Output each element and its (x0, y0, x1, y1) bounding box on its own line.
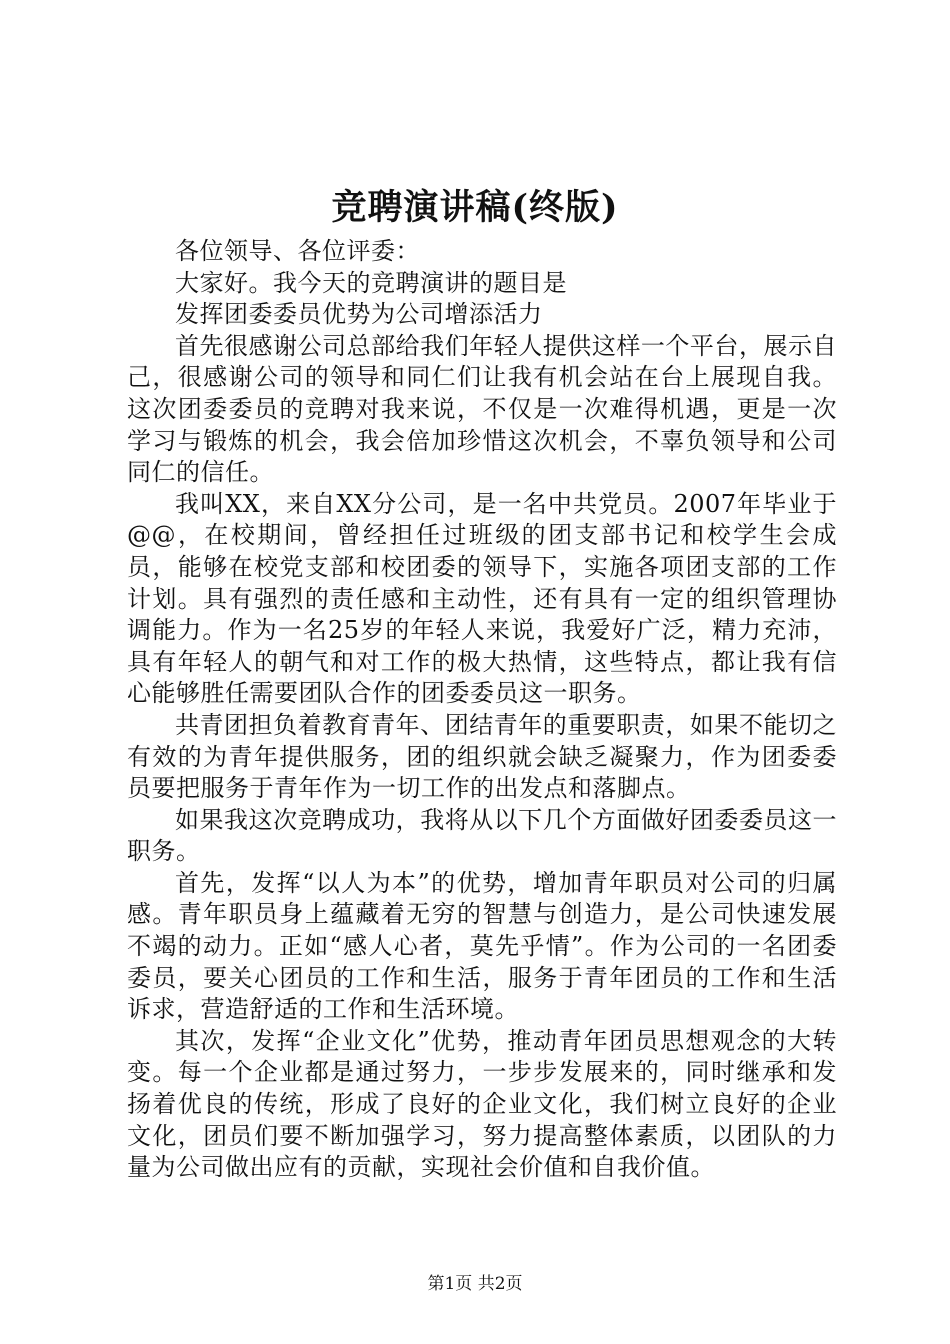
document-body (127, 236, 837, 1184)
body-paragraph: 如果我这次竞聘成功，我将从以下几个方面做好团委委员这一职务。 (127, 805, 837, 866)
greeting: 大家好。我今天的竞聘演讲的题目是 (175, 268, 567, 297)
page-number: 第1页 共2页 (427, 1274, 523, 1294)
body-paragraph: 我叫XX，来自XX分公司，是一名中共党员。2007年毕业于@@，在校期间，曾经担任过班级的团支部书记和校学生会成员，能够在校党支部和校团委的领导下，实施各项团支部的工作计划。具有强烈的责任感和主动性，还有具有一定的组织管理协调能力。作为一名25岁的年轻人来说，我爱好广泛，精力充沛，具有年轻人的朝气和对工作的极大热情，这些特点，都让我有信心能够胜任需要团队合作的团委委员这一职务。 (127, 489, 837, 708)
body-paragraph: 首先很感谢公司总部给我们年轻人提供这样一个平台，展示自己，很感谢公司的领导和同仁们让我有机会站在台上展现自我。这次团委委员的竞聘对我来说，不仅是一次难得机遇，更是一次学习与锻炼的机会，我会倍加珍惜这次机会，不辜负领导和公司同仁的信任。 (127, 331, 837, 487)
body-paragraph: 共青团担负着教育青年、团结青年的重要职责，如果不能切之有效的为青年提供服务，团的组织就会缺乏凝聚力，作为团委委员要把服务于青年作为一切工作的出发点和落脚点。 (127, 710, 837, 803)
body-paragraph: 其次，发挥“企业文化”优势，推动青年团员思想观念的大转变。每一个企业都是通过努力，一步步发展来的，同时继承和发扬着优良的传统，形成了良好的企业文化，我们树立良好的企业文化，团员们要不断加强学习，努力提高整体素质，以团队的力量为公司做出应有的贡献，实现社会价值和自我价值。 (127, 1026, 837, 1182)
body-paragraph: 首先，发挥“以人为本”的优势，增加青年职员对公司的归属感。青年职员身上蕴藏着无穷的智慧与创造力，是公司快速发展不竭的动力。正如“感人心者，莫先乎情”。作为公司的一名团委委员，要关心团员的工作和生活，服务于青年团员的工作和生活诉求，营造舒适的工作和生活环境。 (127, 868, 837, 1024)
document-title: 竞聘演讲稿(终版) (331, 187, 619, 228)
salutation: 各位领导、各位评委： (175, 237, 420, 265)
speech-topic: 发挥团委委员优势为公司增添活力 (175, 300, 543, 329)
